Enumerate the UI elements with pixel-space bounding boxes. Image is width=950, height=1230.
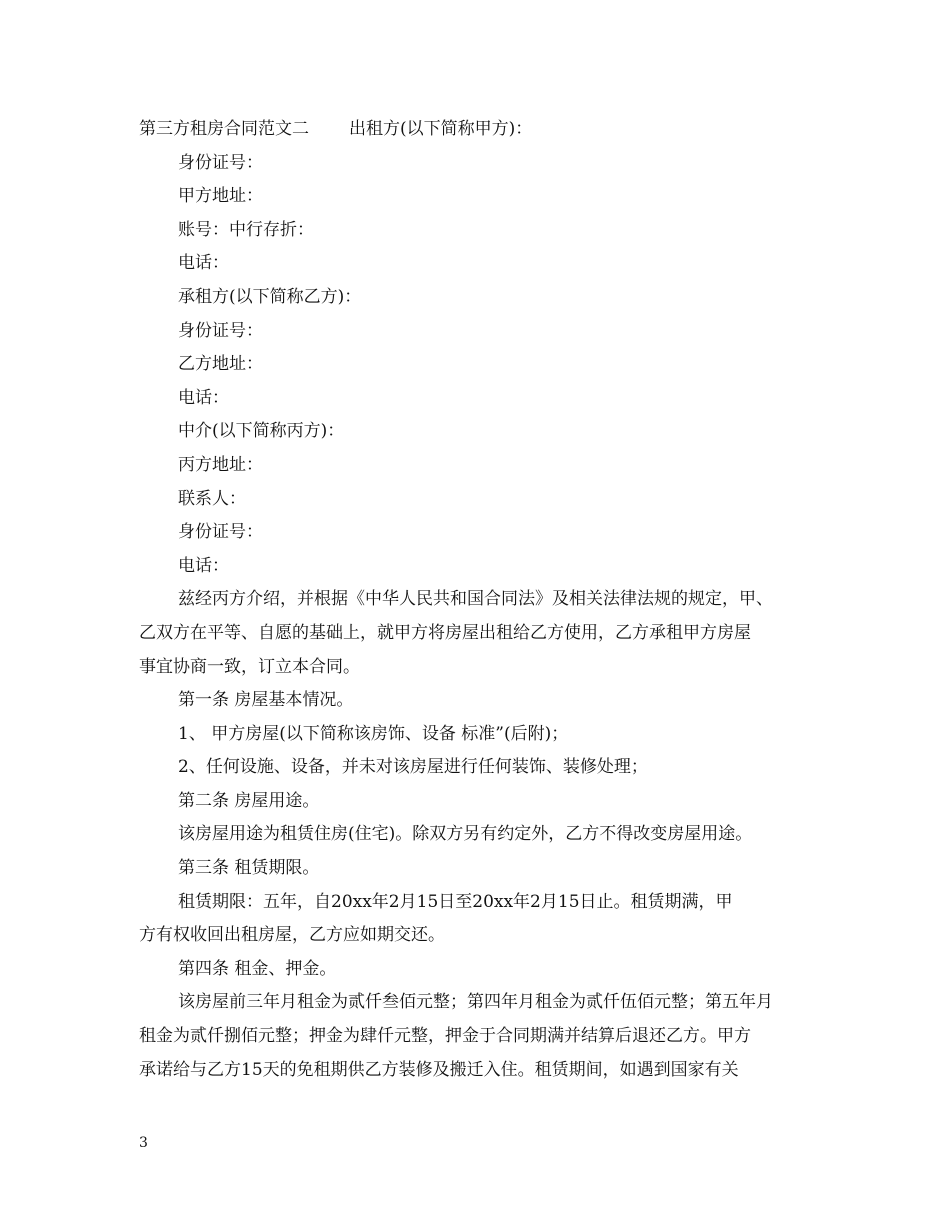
paragraph-line: 事宜协商一致，订立本合同。 bbox=[139, 656, 360, 677]
text-line: 联系人： bbox=[178, 488, 246, 509]
text-line: 承租方(以下简称乙方)： bbox=[178, 286, 362, 307]
text-line: 电话： bbox=[178, 555, 229, 576]
text-line: 账号：中行存折： bbox=[178, 219, 314, 240]
paragraph-line: 承诺给与乙方15天的免租期供乙方装修及搬迁入住。租赁期间，如遇到国家有关 bbox=[139, 1059, 739, 1080]
text-line: 电话： bbox=[178, 387, 229, 408]
paragraph-line: 1、 甲方房屋(以下简称该房饰、设备 标准”(后附)； bbox=[178, 723, 569, 744]
text-line: 身份证号： bbox=[178, 522, 263, 543]
page-number: 3 bbox=[139, 1135, 148, 1151]
text-line: 丙方地址： bbox=[178, 454, 263, 475]
text-line: 电话： bbox=[178, 253, 229, 274]
section-heading: 第一条 房屋基本情况。 bbox=[178, 690, 354, 711]
section-heading: 第三条 租赁期限。 bbox=[178, 858, 320, 879]
title-line bbox=[139, 113, 829, 147]
text-line: 乙方地址： bbox=[178, 354, 263, 375]
paragraph-line: 兹经丙方介绍，并根据《中华人民共和国合同法》及相关法律法规的规定，甲、 bbox=[178, 589, 773, 610]
paragraph-line: 2、任何设施、设备，并未对该房屋进行任何装饰、装修处理； bbox=[178, 757, 648, 778]
section-heading: 第二条 房屋用途。 bbox=[178, 790, 320, 811]
document-title: 第三方租房合同范文二 bbox=[139, 119, 309, 139]
paragraph-line: 乙双方在平等、自愿的基础上，就甲方将房屋出租给乙方使用，乙方承租甲方房屋 bbox=[139, 622, 751, 643]
lessor-heading: 出租方(以下简称甲方)： bbox=[349, 119, 533, 139]
paragraph-line: 该房屋前三年月租金为贰仟叁佰元整；第四年月租金为贰仟伍佰元整；第五年月 bbox=[178, 992, 773, 1013]
paragraph-line: 方有权收回出租房屋，乙方应如期交还。 bbox=[139, 925, 445, 946]
section-heading: 第四条 租金、押金。 bbox=[178, 958, 337, 979]
paragraph-line: 租赁期限：五年，自20xx年2月15日至20xx年2月15日止。租赁期满，甲 bbox=[178, 891, 733, 912]
text-line: 甲方地址： bbox=[178, 186, 263, 207]
text-line: 中介(以下简称丙方)： bbox=[178, 421, 345, 442]
text-line: 身份证号： bbox=[178, 152, 263, 173]
paragraph-line: 该房屋用途为租赁住房(住宅)。除双方另有约定外，乙方不得改变房屋用途。 bbox=[178, 824, 753, 845]
document-body bbox=[139, 113, 829, 1087]
text-line: 身份证号： bbox=[178, 320, 263, 341]
paragraph-line: 租金为贰仟捌佰元整；押金为肆仟元整，押金于合同期满并结算后退还乙方。甲方 bbox=[139, 1026, 751, 1047]
